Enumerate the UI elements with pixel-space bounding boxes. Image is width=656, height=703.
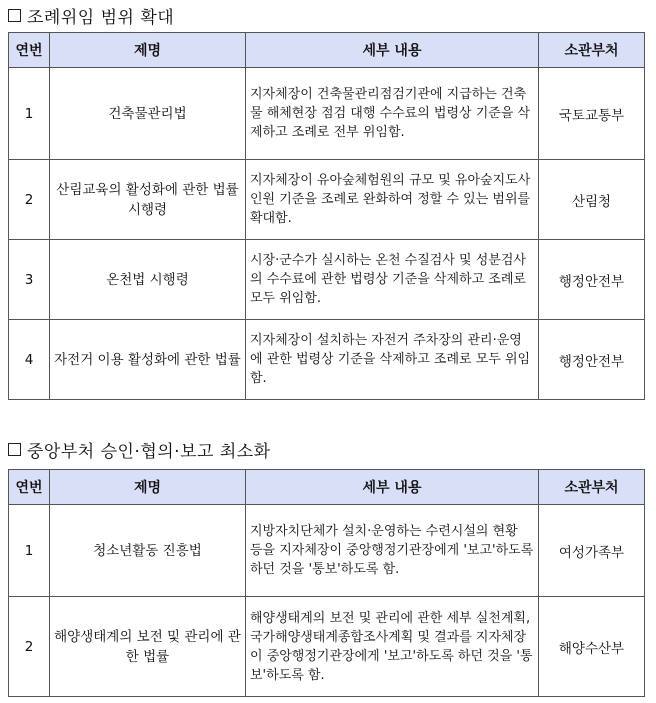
row-title: 산림교육의 활성화에 관한 법률 시행령: [50, 160, 246, 240]
row-dept: 해양수산부: [539, 597, 645, 697]
row-dept: 여성가족부: [539, 505, 645, 597]
row-dept: 국토교통부: [539, 68, 645, 160]
header-title: 제명: [50, 470, 246, 505]
row-dept: 산림청: [539, 160, 645, 240]
header-detail: 세부 내용: [246, 33, 539, 68]
row-title: 해양생태계의 보전 및 관리에 관한 법률: [50, 597, 246, 697]
checkbox-square-icon: [8, 9, 21, 22]
table-row: [9, 505, 645, 597]
section-2-title: 중앙부처 승인·협의·보고 최소화: [27, 442, 271, 462]
row-no: 3: [9, 240, 50, 320]
row-title: 건축물관리법: [50, 68, 246, 160]
header-dept: 소관부처: [539, 470, 645, 505]
table-row: [9, 597, 645, 697]
header-detail: 세부 내용: [246, 470, 539, 505]
row-detail: 지자체장이 설치하는 자전거 주차장의 관리·운영에 관한 법령상 기준을 삭제하고 조례로 모두 위임함.: [246, 320, 539, 400]
row-detail: 지방자치단체가 설치·운영하는 수련시설의 현황 등을 지자체장이 중앙행정기관장에게 '보고'하도록 하던 것을 '통보'하도록 함.: [246, 505, 539, 597]
table-row: [9, 240, 645, 320]
row-detail: 시장·군수가 실시하는 온천 수질검사 및 성분검사의 수수료에 관한 법령상 기준을 삭제하고 조례로 모두 위임함.: [246, 240, 539, 320]
row-no: 2: [9, 597, 50, 697]
row-no: 4: [9, 320, 50, 400]
table-header-row: [9, 33, 645, 68]
table-row: [9, 160, 645, 240]
table-row: [9, 320, 645, 400]
row-detail: 지자체장이 유아숲체험원의 규모 및 유아숲지도사 인원 기준을 조례로 완화하여 정할 수 있는 범위를 확대함.: [246, 160, 539, 240]
header-title: 제명: [50, 33, 246, 68]
row-detail: 지자체장이 건축물관리점검기관에 지급하는 건축물 해체현장 점검 대행 수수료의 법령상 기준을 삭제하고 조례로 전부 위임함.: [246, 68, 539, 160]
approval-table: [8, 469, 645, 697]
delegation-table: [8, 32, 645, 400]
row-title: 청소년활동 진흥법: [50, 505, 246, 597]
row-no: 1: [9, 68, 50, 160]
checkbox-square-icon: [8, 443, 21, 456]
row-no: 1: [9, 505, 50, 597]
row-dept: 행정안전부: [539, 320, 645, 400]
section-1-title: 조례위임 범위 확대: [27, 8, 175, 28]
row-no: 2: [9, 160, 50, 240]
section-1-heading: [8, 3, 174, 28]
row-title: 온천법 시행령: [50, 240, 246, 320]
row-detail: 해양생태계의 보전 및 관리에 관한 세부 실천계획, 국가해양생태계종합조사계획 및 결과를 지자체장이 중앙행정기관장에게 '보고'하도록 하던 것을 '통보'하도록 함.: [246, 597, 539, 697]
header-no: 연번: [9, 33, 50, 68]
section-2-heading: [8, 437, 271, 462]
row-title: 자전거 이용 활성화에 관한 법률: [50, 320, 246, 400]
row-dept: 행정안전부: [539, 240, 645, 320]
table-header-row: [9, 470, 645, 505]
header-no: 연번: [9, 470, 50, 505]
table-row: [9, 68, 645, 160]
header-dept: 소관부처: [539, 33, 645, 68]
